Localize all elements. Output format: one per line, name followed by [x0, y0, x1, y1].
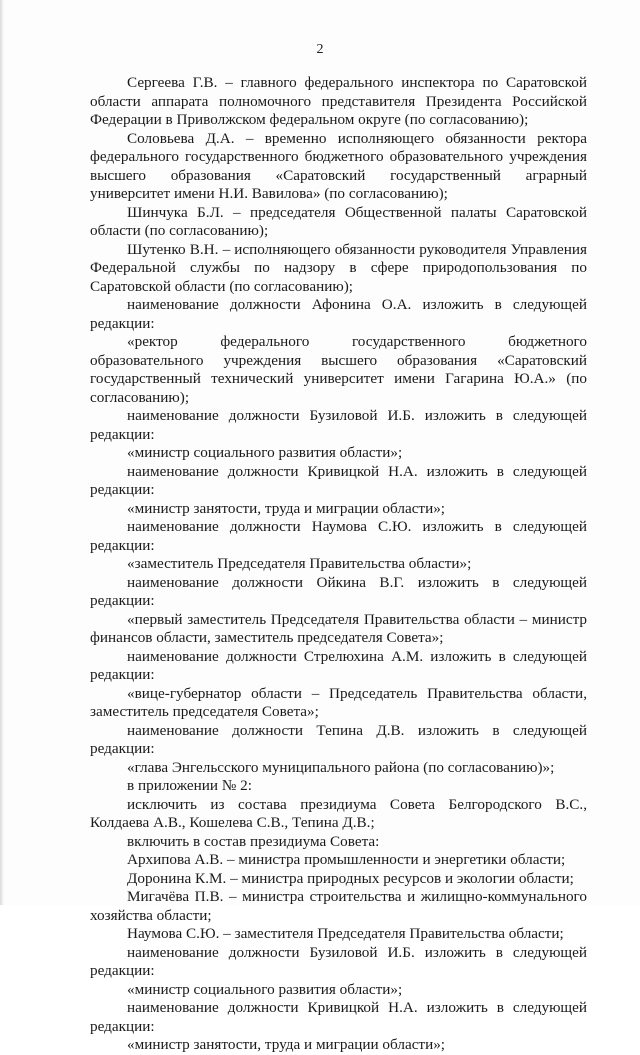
paragraph-naumov-position: «заместитель Председателя Правительства области»; — [127, 555, 472, 572]
paragraph-doronin: Доронина К.М. – министра природных ресурсов и экологии области; — [127, 869, 574, 887]
paragraph-naumov-presidium: Наумова С.Ю. – заместителя Председателя Правительства области; — [127, 925, 564, 942]
document-body — [90, 74, 587, 1055]
paragraph-afonin-position: «ректор федерального государственного бюджетного образовательного учреждения высшего образования «Саратовский государственный технический университет имени Гагарина Ю.А.» (по согласованию); — [90, 333, 587, 406]
paragraph-appendix-2: в приложении № 2: — [127, 777, 252, 794]
paragraph-shutenko: Шутенко В.Н. – исполняющего обязанности руководителя Управления Федеральной службы по надзору в сфере природопользования по Саратовской области (по согласованию); — [90, 240, 587, 295]
paragraph-strelyukhin-position: «вице-губернатор области – Председатель Правительства области, заместитель председателя Совета»; — [90, 684, 587, 720]
paragraph-krivitskaya-heading-2: наименование должности Кривицкой Н.А. изложить в следующей редакции: — [90, 999, 587, 1035]
paragraph-buzilova-position-2: «министр социального развития области»; — [127, 980, 403, 998]
paragraph-tepin-position: «глава Энгельсского муниципального района (по согласованию)»; — [127, 758, 555, 776]
paragraph-oykin-heading: наименование должности Ойкина В.Г. изложить в следующей редакции: — [90, 573, 587, 609]
paragraph-buzilova-heading: наименование должности Бузиловой И.Б. изложить в следующей редакции: — [90, 407, 587, 443]
paragraph-solovyev: Соловьева Д.А. – временно исполняющего обязанности ректора федерального государственного бюджетного образовательного учреждения высшего образования «Саратовский государственный аграрный университет имени Н.И. Вавилова» (по согласованию); — [90, 129, 587, 202]
page-number: 2 — [316, 42, 324, 57]
paragraph-sergeev: Сергеева Г.В. – главного федерального инспектора по Саратовской области аппарата полномочного представителя Президента Российской Федерации в Приволжском федеральном округе (по согласованию); — [90, 74, 587, 128]
paragraph-krivitskaya-position-2: «министр занятости, труда и миграции области»; — [127, 1036, 446, 1053]
paragraph-arkhipov: Архипова А.В. – министра промышленности и энергетики области; — [127, 851, 566, 868]
scan-edge-shadow — [0, 0, 4, 905]
paragraph-tepin-heading: наименование должности Тепина Д.В. изложить в следующей редакции: — [90, 721, 587, 757]
paragraph-shinchuk: Шинчука Б.Л. – председателя Общественной палаты Саратовской области (по согласованию); — [90, 203, 587, 239]
paragraph-exclude-presidium: исключить из состава президиума Совета Белгородского В.С., Колдаева А.В., Кошелева С.В., Тепина Д.В.; — [90, 795, 587, 831]
paragraph-afonin-heading: наименование должности Афонина О.А. изложить в следующей редакции: — [90, 296, 587, 332]
paragraph-krivitskaya-heading: наименование должности Кривицкой Н.А. изложить в следующей редакции: — [90, 462, 587, 498]
paragraph-migachev: Мигачёва П.В. – министра строительства и жилищно-коммунального хозяйства области; — [90, 888, 587, 924]
paragraph-naumov-heading: наименование должности Наумова С.Ю. изложить в следующей редакции: — [90, 518, 587, 554]
paragraph-krivitskaya-position: «министр занятости, труда и миграции области»; — [127, 499, 446, 517]
paragraph-oykin-position: «первый заместитель Председателя Правительства области – министр финансов области, заместитель председателя Совета»; — [90, 610, 587, 646]
paragraph-strelyukhin-heading: наименование должности Стрелюхина А.М. изложить в следующей редакции: — [90, 647, 587, 683]
paragraph-include-presidium: включить в состав президиума Совета: — [127, 832, 380, 850]
paragraph-buzilova-position: «министр социального развития области»; — [127, 444, 403, 461]
paragraph-buzilova-heading-2: наименование должности Бузиловой И.Б. изложить в следующей редакции: — [90, 943, 587, 979]
